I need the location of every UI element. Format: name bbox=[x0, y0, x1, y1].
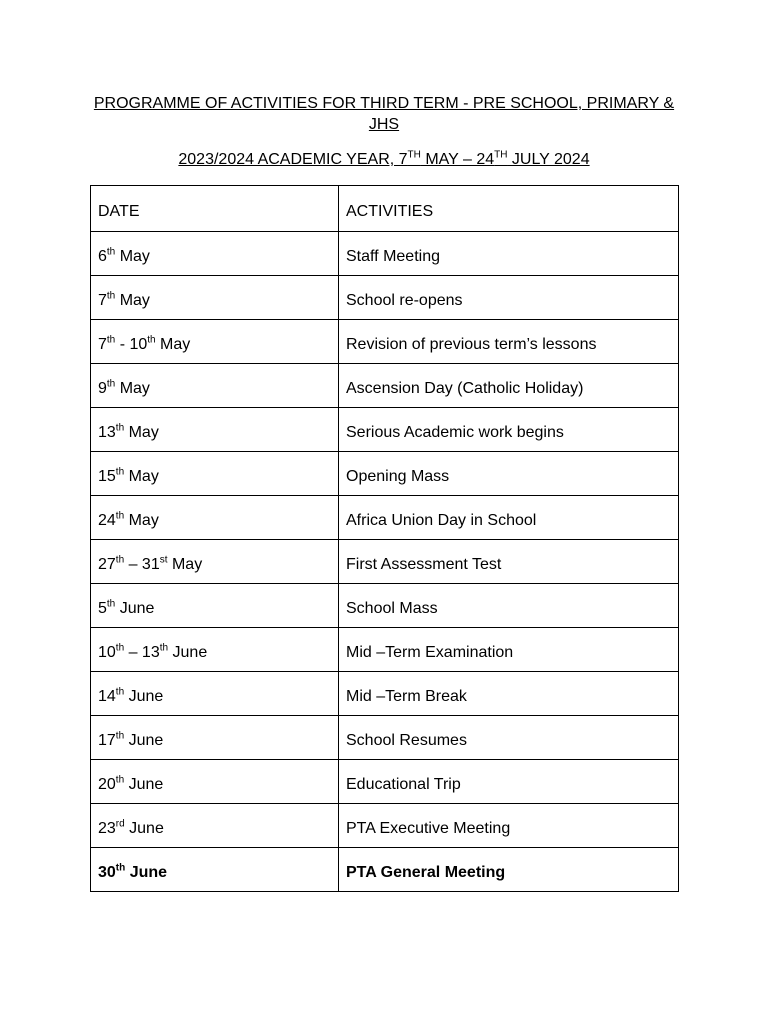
date-day: 27 bbox=[98, 555, 116, 573]
date-cell bbox=[91, 496, 339, 540]
activities-table bbox=[90, 185, 679, 892]
date-cell bbox=[91, 672, 339, 716]
date-month: May bbox=[115, 379, 150, 397]
date-day: 13 bbox=[98, 423, 116, 441]
date-cell bbox=[91, 584, 339, 628]
table-row bbox=[91, 364, 679, 408]
date-month: June bbox=[124, 687, 164, 705]
table-row bbox=[91, 452, 679, 496]
date-cell bbox=[91, 760, 339, 804]
date-month: May bbox=[115, 291, 150, 309]
table-row bbox=[91, 848, 679, 892]
date-day: 5 bbox=[98, 599, 107, 617]
table-row bbox=[91, 672, 679, 716]
activity-cell: School re-opens bbox=[339, 276, 679, 320]
table-row bbox=[91, 760, 679, 804]
date-day: 14 bbox=[98, 687, 116, 705]
subtitle-prefix: 2023/2024 ACADEMIC YEAR, 7 bbox=[178, 151, 408, 168]
date-cell bbox=[91, 804, 339, 848]
date-suffix: th bbox=[115, 642, 125, 654]
table-row bbox=[91, 408, 679, 452]
date-suffix: th bbox=[115, 422, 125, 434]
date-day: 17 bbox=[98, 731, 116, 749]
date-range-suffix: th bbox=[159, 642, 169, 654]
date-suffix: th bbox=[115, 862, 126, 874]
table-row bbox=[91, 320, 679, 364]
date-cell bbox=[91, 364, 339, 408]
date-month: June bbox=[124, 731, 164, 749]
date-suffix: th bbox=[115, 686, 125, 698]
table-row bbox=[91, 716, 679, 760]
date-suffix: th bbox=[115, 730, 125, 742]
date-cell bbox=[91, 628, 339, 672]
date-suffix: th bbox=[106, 290, 116, 302]
subtitle-sup-end: TH bbox=[494, 149, 508, 161]
date-day: 7 bbox=[98, 335, 107, 353]
date-suffix: th bbox=[115, 466, 125, 478]
subtitle-middle: MAY – 24 bbox=[420, 151, 495, 168]
date-month: June bbox=[124, 819, 164, 837]
activity-cell: Opening Mass bbox=[339, 452, 679, 496]
table-header-row bbox=[91, 186, 679, 232]
date-month: June bbox=[125, 863, 168, 881]
date-month: May bbox=[115, 247, 150, 265]
date-cell bbox=[91, 716, 339, 760]
table-row bbox=[91, 276, 679, 320]
date-day: 30 bbox=[98, 863, 116, 881]
date-cell bbox=[91, 276, 339, 320]
date-suffix: rd bbox=[115, 818, 125, 830]
date-suffix: th bbox=[106, 334, 116, 346]
activity-cell: First Assessment Test bbox=[339, 540, 679, 584]
date-month: May bbox=[124, 423, 159, 441]
date-month: May bbox=[155, 335, 191, 353]
date-range-suffix: st bbox=[159, 554, 168, 566]
date-range-suffix: th bbox=[147, 334, 156, 346]
table-row bbox=[91, 804, 679, 848]
activity-cell: Africa Union Day in School bbox=[339, 496, 679, 540]
date-range-end: - 10 bbox=[115, 335, 148, 353]
date-day: 6 bbox=[98, 247, 107, 265]
table-row bbox=[91, 496, 679, 540]
date-month: May bbox=[167, 555, 203, 573]
document-title: PROGRAMME OF ACTIVITIES FOR THIRD TERM - PRE SCHOOL, PRIMARY & JHS bbox=[93, 95, 675, 133]
activity-cell: Ascension Day (Catholic Holiday) bbox=[339, 364, 679, 408]
activity-cell: Mid –Term Examination bbox=[339, 628, 679, 672]
date-day: 10 bbox=[98, 643, 116, 661]
table-row bbox=[91, 540, 679, 584]
activity-cell: PTA Executive Meeting bbox=[339, 804, 679, 848]
table-row bbox=[91, 628, 679, 672]
date-range-end: – 13 bbox=[124, 643, 160, 661]
activity-cell: Serious Academic work begins bbox=[339, 408, 679, 452]
date-day: 9 bbox=[98, 379, 107, 397]
date-day: 15 bbox=[98, 467, 116, 485]
date-suffix: th bbox=[106, 246, 116, 258]
activity-cell: Educational Trip bbox=[339, 760, 679, 804]
date-column-header: DATE bbox=[91, 186, 339, 232]
date-month: June bbox=[115, 599, 155, 617]
date-day: 24 bbox=[98, 511, 116, 529]
date-cell bbox=[91, 848, 339, 892]
activities-column-header: ACTIVITIES bbox=[339, 186, 679, 232]
table-row bbox=[91, 232, 679, 276]
date-day: 20 bbox=[98, 775, 116, 793]
date-cell bbox=[91, 320, 339, 364]
activity-cell: Mid –Term Break bbox=[339, 672, 679, 716]
subtitle-sup-start: TH bbox=[407, 149, 421, 161]
activity-cell: School Mass bbox=[339, 584, 679, 628]
activity-cell: School Resumes bbox=[339, 716, 679, 760]
table-row bbox=[91, 584, 679, 628]
date-suffix: th bbox=[115, 774, 125, 786]
date-suffix: th bbox=[106, 378, 116, 390]
activity-cell: Revision of previous term’s lessons bbox=[339, 320, 679, 364]
date-cell bbox=[91, 540, 339, 584]
date-suffix: th bbox=[106, 598, 116, 610]
activity-cell: Staff Meeting bbox=[339, 232, 679, 276]
date-month: May bbox=[124, 467, 159, 485]
date-range-end: – 31 bbox=[124, 555, 160, 573]
date-day: 23 bbox=[98, 819, 116, 837]
activity-cell: PTA General Meeting bbox=[339, 848, 679, 892]
date-suffix: th bbox=[115, 554, 125, 566]
date-suffix: th bbox=[115, 510, 125, 522]
date-month: June bbox=[168, 643, 208, 661]
document-subtitle bbox=[80, 149, 688, 170]
date-day: 7 bbox=[98, 291, 107, 309]
date-cell bbox=[91, 232, 339, 276]
date-cell bbox=[91, 452, 339, 496]
subtitle-suffix: JULY 2024 bbox=[507, 151, 590, 168]
date-cell bbox=[91, 408, 339, 452]
date-month: May bbox=[124, 511, 159, 529]
date-month: June bbox=[124, 775, 164, 793]
